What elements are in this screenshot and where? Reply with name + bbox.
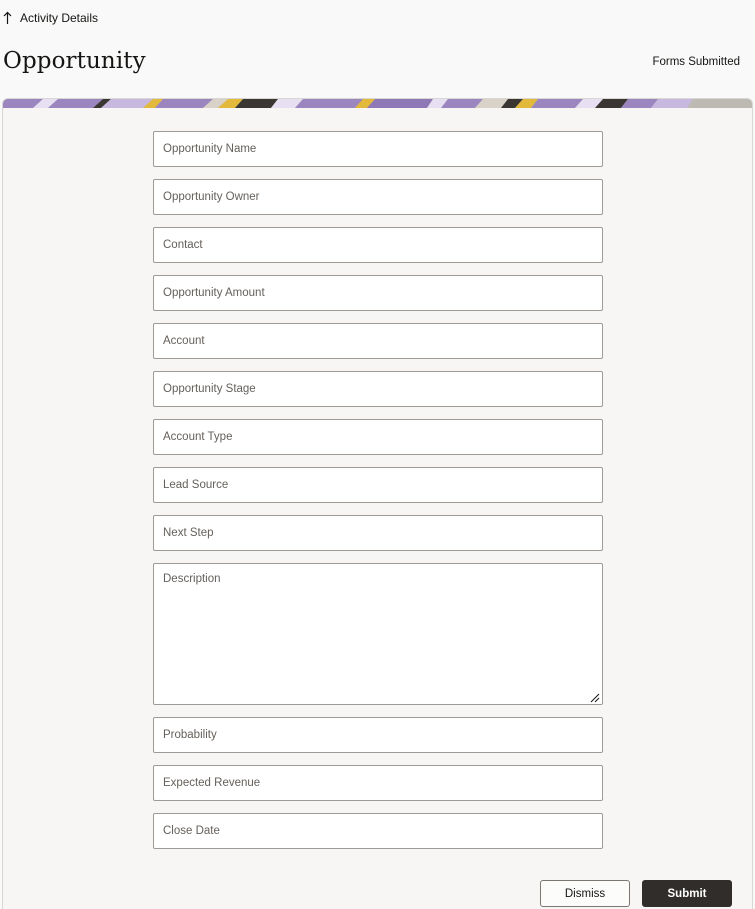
opportunity-name-input[interactable] xyxy=(153,131,603,167)
forms-submitted-link[interactable]: Forms Submitted xyxy=(652,56,740,68)
page-title: Opportunity xyxy=(3,48,146,74)
decorative-banner xyxy=(3,99,753,108)
next-step-input[interactable] xyxy=(153,515,603,551)
opportunity-name-label: Opportunity Name xyxy=(163,143,257,155)
probability-input[interactable] xyxy=(153,717,603,753)
back-to-activity-details-link[interactable] xyxy=(3,10,98,26)
opportunity-amount-label: Opportunity Amount xyxy=(163,287,265,299)
back-link-label: Activity Details xyxy=(20,11,99,25)
close-date-label: Close Date xyxy=(163,825,220,837)
dismiss-button[interactable]: Dismiss xyxy=(540,880,630,907)
probability-label: Probability xyxy=(163,729,217,741)
opportunity-owner-input[interactable] xyxy=(153,179,603,215)
description-textarea[interactable] xyxy=(153,563,603,705)
lead-source-label: Lead Source xyxy=(163,479,229,491)
expected-revenue-label: Expected Revenue xyxy=(163,777,261,789)
next-step-label: Next Step xyxy=(163,527,214,539)
close-date-input[interactable] xyxy=(153,813,603,849)
description-label: Description xyxy=(163,573,221,585)
expected-revenue-input[interactable] xyxy=(153,765,603,801)
account-label: Account xyxy=(163,335,205,347)
contact-input[interactable] xyxy=(153,227,603,263)
opportunity-amount-input[interactable] xyxy=(153,275,603,311)
arrow-up-icon xyxy=(3,11,12,25)
form-card xyxy=(2,98,753,909)
opportunity-owner-label: Opportunity Owner xyxy=(163,191,260,203)
account-input[interactable] xyxy=(153,323,603,359)
opportunity-stage-input[interactable] xyxy=(153,371,603,407)
resize-handle-icon[interactable] xyxy=(588,690,600,702)
account-type-label: Account Type xyxy=(163,431,233,443)
submit-button[interactable]: Submit xyxy=(642,880,732,907)
contact-label: Contact xyxy=(163,239,203,251)
opportunity-stage-label: Opportunity Stage xyxy=(163,383,256,395)
lead-source-input[interactable] xyxy=(153,467,603,503)
account-type-input[interactable] xyxy=(153,419,603,455)
